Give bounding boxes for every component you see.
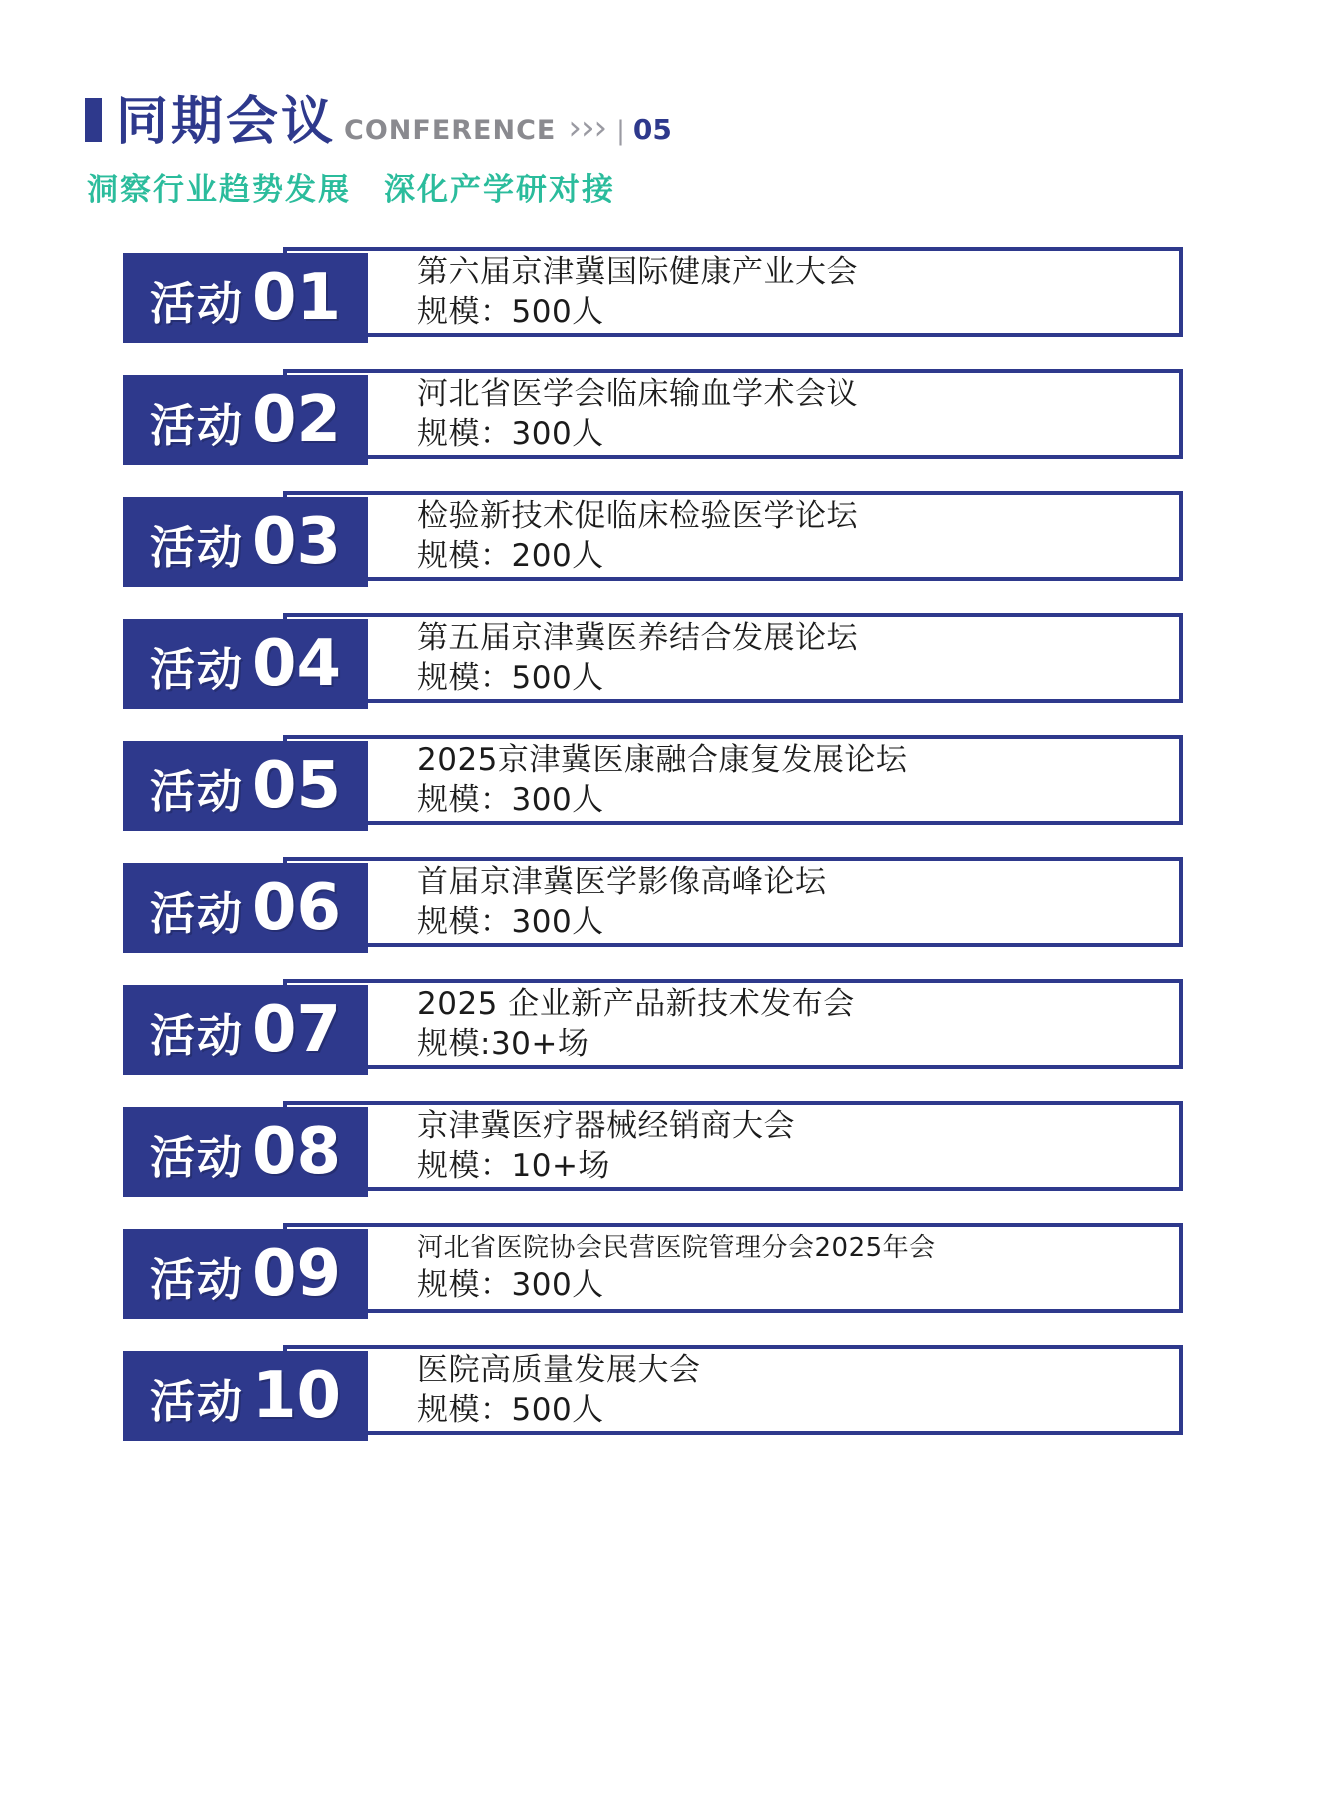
activity-box [283,491,1183,581]
activity-label [123,497,368,587]
activity-scale: 规模：10+场 [417,1147,610,1184]
activity-label [123,1351,368,1441]
activity-label [123,741,368,831]
activity-box [283,247,1183,337]
activity-label [123,1229,368,1319]
page-number-divider: | [616,116,625,146]
activity-scale: 规模：300人 [417,781,604,818]
activity-row [123,1223,1183,1321]
activity-number: 10 [251,1359,342,1433]
activity-number: 01 [251,261,342,335]
activity-title: 首届京津冀医学影像高峰论坛 [417,863,827,900]
activity-title: 河北省医学会临床输血学术会议 [417,375,858,412]
activity-label [123,619,368,709]
activity-list [123,247,1183,1467]
activity-scale: 规模：500人 [417,293,604,330]
activity-number: 04 [251,627,342,701]
activity-scale: 规模：500人 [417,1391,604,1428]
activity-label-text: 活动 [149,399,244,452]
activity-row [123,247,1183,345]
page-header [85,92,672,209]
page-subtitle: 洞察行业趋势发展 深化产学研对接 [87,172,615,208]
activity-number: 06 [251,871,342,945]
activity-box [283,1345,1183,1435]
activity-label [123,253,368,343]
activity-number: 05 [251,749,342,823]
activity-title: 第六届京津冀国际健康产业大会 [417,253,858,290]
activity-box [283,979,1183,1069]
activity-row [123,491,1183,589]
activity-row [123,1101,1183,1199]
activity-scale: 规模：300人 [417,903,604,940]
chevrons-icon: ››› [568,108,607,148]
activity-title: 河北省医院协会民营医院管理分会2025年会 [417,1232,936,1263]
activity-row [123,735,1183,833]
activity-title: 京津冀医疗器械经销商大会 [417,1107,795,1144]
activity-scale: 规模：200人 [417,537,604,574]
activity-label [123,1107,368,1197]
page-number: 05 [632,113,672,146]
activity-row [123,979,1183,1077]
activity-label-text: 活动 [149,521,244,574]
activity-label-text: 活动 [149,1253,244,1306]
activity-scale: 规模：300人 [417,415,604,452]
activity-row [123,857,1183,955]
activity-scale: 规模：300人 [417,1266,604,1303]
activity-scale: 规模:30+场 [417,1025,590,1062]
page-title: 同期会议 [116,92,337,152]
activity-number: 07 [251,993,342,1067]
header-title-line [85,92,672,152]
activity-label-text: 活动 [149,1009,244,1062]
activity-number: 08 [251,1115,342,1189]
activity-number: 09 [251,1237,342,1311]
activity-number: 02 [251,383,342,457]
activity-box [283,369,1183,459]
activity-label-text: 活动 [149,277,244,330]
activity-label-text: 活动 [149,1131,244,1184]
activity-label-text: 活动 [149,765,244,818]
activity-row [123,1345,1183,1443]
activity-number: 03 [251,505,342,579]
activity-box [283,1223,1183,1313]
activity-box [283,735,1183,825]
activity-title: 检验新技术促临床检验医学论坛 [417,497,858,534]
activity-title: 2025京津冀医康融合康复发展论坛 [417,741,908,778]
page-title-en: CONFERENCE [344,115,557,146]
activity-label-text: 活动 [149,887,244,940]
title-bar-icon [85,98,102,142]
activity-row [123,613,1183,711]
activity-label [123,985,368,1075]
activity-label-text: 活动 [149,1375,244,1428]
activity-title: 2025 企业新产品新技术发布会 [417,985,855,1022]
activity-label [123,375,368,465]
activity-scale: 规模：500人 [417,659,604,696]
activity-box [283,613,1183,703]
activity-row [123,369,1183,467]
activity-title: 第五届京津冀医养结合发展论坛 [417,619,858,656]
activity-label [123,863,368,953]
activity-label-text: 活动 [149,643,244,696]
activity-box [283,1101,1183,1191]
activity-box [283,857,1183,947]
activity-title: 医院高质量发展大会 [417,1351,701,1388]
